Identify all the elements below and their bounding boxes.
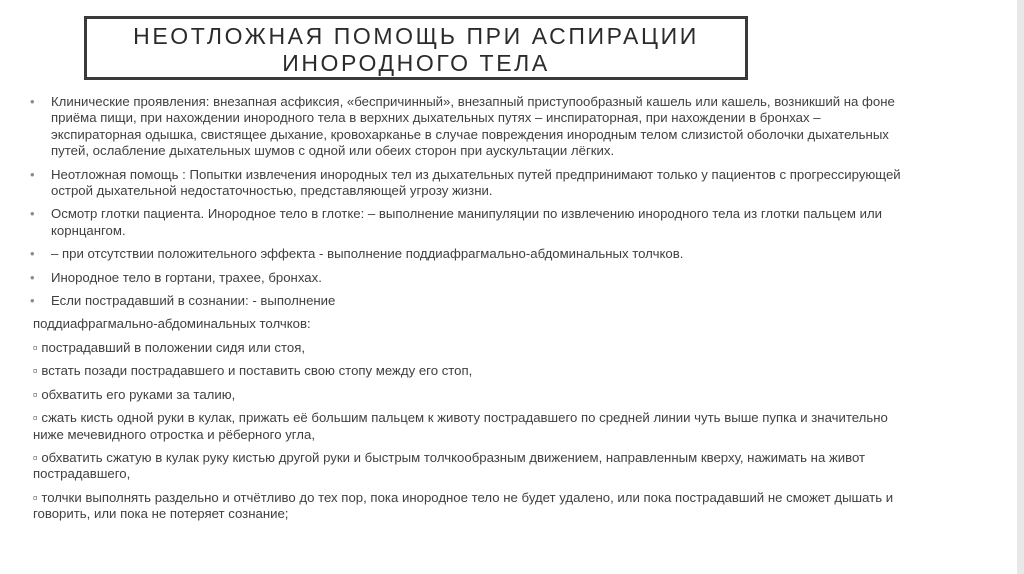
body-line: ▫ пострадавший в положении сидя или стоя,: [33, 339, 306, 355]
bullet-marker: •: [30, 246, 35, 262]
slide-edge-strip: [1017, 0, 1024, 574]
bullet-text: Если пострадавший в сознании: - выполнение: [51, 293, 336, 309]
bullet-marker: •: [30, 94, 35, 109]
body-line: ▫ обхватить сжатую в кулак руку кистью другой руки и быстрым толчкообразным движением, направленным кверху, нажимать на живот пострадавшего,: [33, 449, 866, 482]
bullet-item: [30, 94, 910, 160]
bullet-item: [30, 270, 910, 286]
slide-title-box: [84, 16, 748, 80]
bullet-text: Инородное тело в гортани, трахее, бронхах.: [51, 269, 322, 285]
bullet-text: – при отсутствии положительного эффекта - выполнение поддиафрагмально-абдоминальных толчков.: [51, 246, 684, 262]
body-line: ▫ обхватить его руками за талию,: [33, 386, 236, 402]
bullet-text: Осмотр глотки пациента. Инородное тело в глотке: – выполнение манипуляции по извлечению инородного тела из глотки пальцем или корнцангом.: [51, 206, 883, 238]
bullet-text: Клинические проявления: внезапная асфиксия, «беспричинный», внезапный приступообразный кашель или кашель, возникший на фоне приёма пищи, при нахождении инородного тела в верхних дыхательных путях – инспираторная, при нахождении в бронхах – экспираторная одышка, свистящее дыхание, кровохарканье в случае повреждения инородным телом слизистой оболочки дыхательных путей, ослабление дыхательных шумов с одной или обеих сторон при аускультации лёгких.: [51, 94, 895, 159]
bullet-item: [30, 246, 910, 262]
body-line: ▫ толчки выполнять раздельно и отчётливо до тех пор, пока инородное тело не будет удалено, или пока пострадавший не сможет дышать и говорить, или пока не потеряет сознание;: [33, 489, 894, 522]
bullet-text: Неотложная помощь : Попытки извлечения инородных тел из дыхательных путей предпринимают только у пациентов с прогрессирующей острой дыхательной недостаточностью, представляющей угрозу жизни.: [51, 166, 901, 199]
bullet-item: [30, 167, 910, 200]
bullet-item: [30, 206, 910, 239]
bullet-item: [30, 293, 910, 309]
bullet-marker: •: [30, 166, 35, 182]
body-line: ▫ сжать кисть одной руки в кулак, прижать её большим пальцем к животу пострадавшего по средней линии чуть выше пупка и значительно ниже мечевидного отростка и рёберного угла,: [33, 410, 888, 442]
bullet-marker: •: [30, 293, 35, 309]
slide-body: [30, 94, 910, 530]
bullet-marker: •: [30, 206, 35, 222]
bullet-marker: •: [30, 269, 35, 285]
body-line: поддиафрагмально-абдоминальных толчков:: [33, 316, 311, 332]
body-line: ▫ встать позади пострадавшего и поставить свою стопу между его стоп,: [33, 363, 473, 379]
slide-title-line-2: ИНОРОДНОГО ТЕЛА: [282, 50, 550, 76]
slide-title-line-1: НЕОТЛОЖНАЯ ПОМОЩЬ ПРИ АСПИРАЦИИ: [133, 23, 699, 49]
